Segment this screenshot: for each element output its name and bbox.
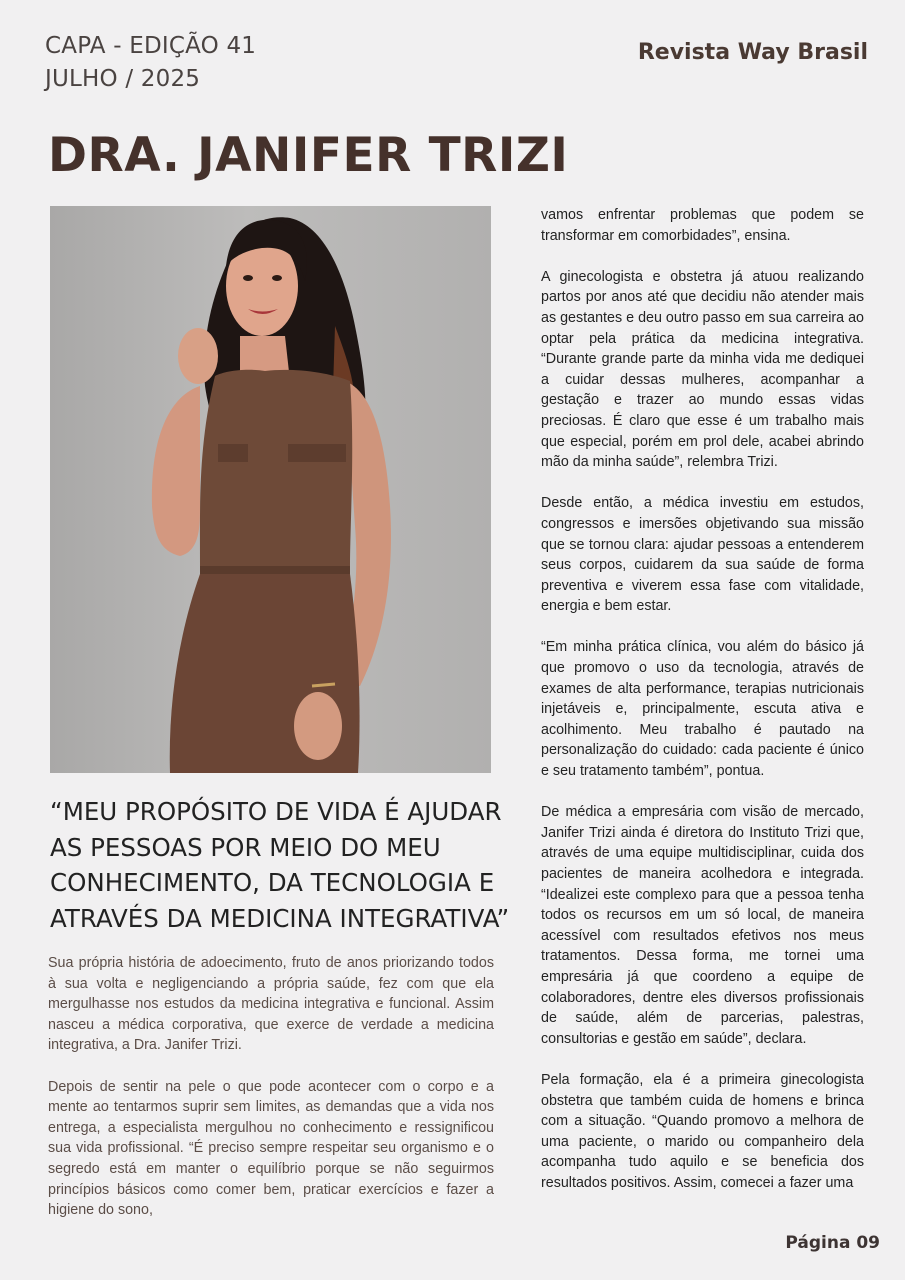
article-paragraph: Pela formação, ela é a primeira ginecologista obstetra que também cuida de homens e brinca com a situação. “Quando promovo a melhora de uma paciente, o marido ou companheiro dela acompanha tudo aquilo e se beneficia dos resultados positivos. Assim, comecei a fazer uma — [541, 1071, 864, 1191]
pull-quote-line: “MEU PROPÓSITO DE VIDA É AJUDAR — [50, 797, 502, 826]
pull-quote-line: CONHECIMENTO, DA TECNOLOGIA E — [50, 868, 495, 897]
article-paragraph: De médica a empresária com visão de mercado, Janifer Trizi ainda é diretora do Instituto Trizi que, através de uma equipe multidisciplinar, cuida dos pacientes de maneira acolhedora e integrada. “Idealizei este complexo para que a pessoa tenha todos os recursos em um só local, de maneira acessível com resultados efetivos nos meus tratamentos. Dessa forma, me tornei uma empresária já que coordeno a equipe de colaboradores, dentre eles diversos profissionais de saúde, além de parcerias, palestras, consultorias e gestão em saúde”, declara. — [541, 804, 864, 1047]
pull-quote-line: AS PESSOAS POR MEIO DO MEU — [50, 832, 441, 862]
article-paragraph: “Em minha prática clínica, vou além do básico já que promovo o uso da tecnologia, através de exames de alta performance, terapias nutricionais injetáveis e, principalmente, escuta ativa e acolhimento. Meu trabalho é pautado na personalização do cuidado: cada paciente é único e seu tratamento também”, pontua. — [541, 639, 864, 780]
page-title: DRA. JANIFER TRIZI — [48, 128, 569, 183]
pull-quote-line: ATRAVÉS DA MEDICINA INTEGRATIVA” — [50, 903, 510, 933]
article-right-column — [541, 205, 864, 1214]
article-left-column — [48, 953, 494, 1241]
edition-date: JULHO / 2025 — [45, 66, 201, 92]
article-paragraph: A ginecologista e obstetra já atuou realizando partos por anos até que decidiu não atender mais as gestantes e deu outro passo em sua carreira ao optar pela prática da medicina integrativa. “Durante grande parte da minha vida me dediquei a cuidar dessas mulheres, acompanhar a gestação e trazer ao mundo essas vidas preciosas. É claro que esse é um trabalho mais que especial, porém em prol dele, acabei abrindo mão da minha saúde”, relembra Trizi. — [541, 268, 864, 471]
edition-info — [45, 30, 256, 96]
cover-photo — [50, 206, 491, 773]
magazine-name: Revista Way Brasil — [637, 40, 868, 65]
portrait-illustration — [50, 206, 491, 773]
edition-number: CAPA - EDIÇÃO 41 — [45, 33, 257, 59]
pull-quote — [50, 794, 520, 936]
article-paragraph: Sua própria história de adoecimento, fruto de anos priorizando todos à sua volta e negligenciando a própria saúde, fez com que ela mergulhasse nos estudos da medicina integrativa e funcional. Assim nasceu a médica corporativa, que exerce de verdade a medicina integrativa, a Dra. Janifer Trizi. — [48, 955, 494, 1054]
page-number: Página 09 — [785, 1233, 880, 1253]
article-paragraph: vamos enfrentar problemas que podem se transformar em comorbidades”, ensina. — [541, 207, 864, 244]
article-paragraph: Depois de sentir na pele o que pode acontecer com o corpo e a mente ao tentarmos suprir sem limites, as demandas que a vida nos entrega, a especialista mergulhou no conhecimento e ressignificou sua vida profissional. “É preciso sempre respeitar seu organismo e o segredo está em manter o equilíbrio porque se não seguirmos princípios básicos como comer bem, praticar exercícios e fazer a higiene do sono, — [48, 1078, 494, 1219]
article-paragraph: Desde então, a médica investiu em estudos, congressos e imersões objetivando sua missão que se tornou clara: ajudar pessoas a entenderem seus corpos, cuidarem da sua saúde de forma preventiva e viverem essa fase com vitalidade, energia e bem estar. — [541, 495, 864, 615]
